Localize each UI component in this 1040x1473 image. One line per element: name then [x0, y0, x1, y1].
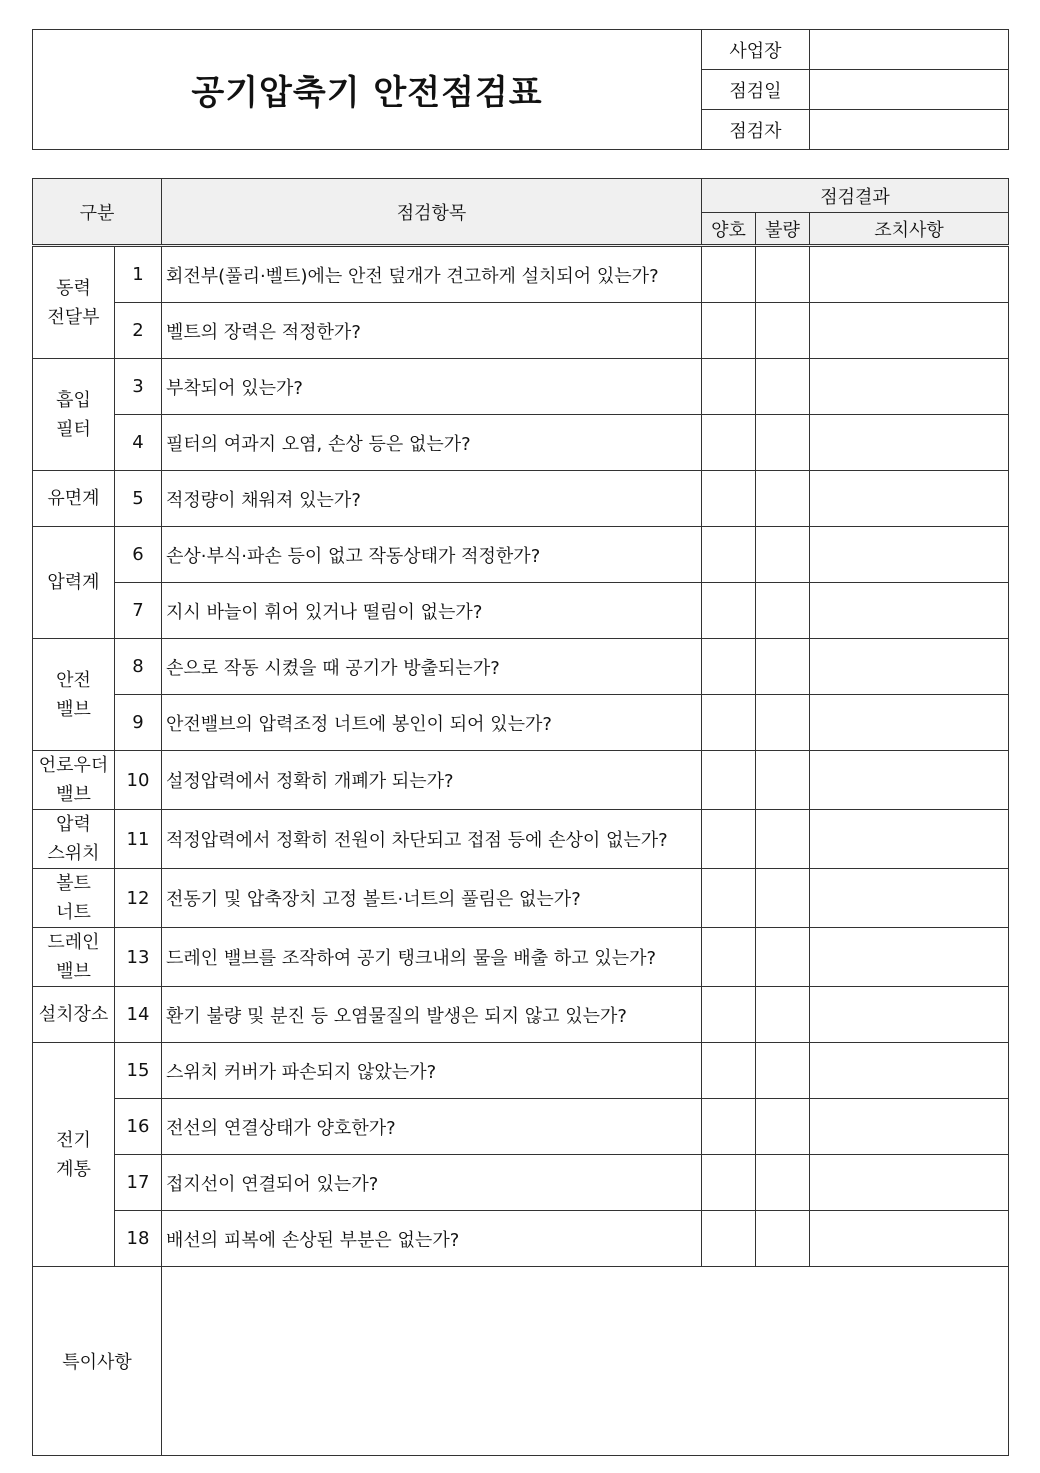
- category-cell: 언로우더 밸브: [33, 751, 115, 810]
- good-check[interactable]: [702, 751, 756, 810]
- action-field[interactable]: [810, 869, 1009, 928]
- table-row: [33, 639, 1009, 695]
- item-number: 9: [115, 695, 162, 751]
- item-text: 접지선이 연결되어 있는가?: [162, 1155, 702, 1211]
- action-field[interactable]: [810, 695, 1009, 751]
- item-number: 10: [115, 751, 162, 810]
- item-text: 안전밸브의 압력조정 너트에 봉인이 되어 있는가?: [162, 695, 702, 751]
- item-number: 3: [115, 359, 162, 415]
- bad-check[interactable]: [756, 1043, 810, 1099]
- good-check[interactable]: [702, 1043, 756, 1099]
- header-bad: 불량: [756, 213, 810, 246]
- item-number: 1: [115, 246, 162, 303]
- item-text: 손상·부식·파손 등이 없고 작동상태가 적정한가?: [162, 527, 702, 583]
- good-check[interactable]: [702, 1155, 756, 1211]
- inspector-field[interactable]: [810, 110, 1009, 150]
- table-row: [33, 1211, 1009, 1267]
- table-row: [33, 527, 1009, 583]
- item-text: 설정압력에서 정확히 개폐가 되는가?: [162, 751, 702, 810]
- category-cell: 압력 스위치: [33, 810, 115, 869]
- good-check[interactable]: [702, 527, 756, 583]
- item-number: 17: [115, 1155, 162, 1211]
- page-title: 공기압축기 안전점검표: [33, 30, 702, 150]
- checklist-body: [33, 246, 1009, 1267]
- action-field[interactable]: [810, 415, 1009, 471]
- item-text: 부착되어 있는가?: [162, 359, 702, 415]
- bad-check[interactable]: [756, 471, 810, 527]
- good-check[interactable]: [702, 639, 756, 695]
- label-workplace: 사업장: [702, 30, 810, 70]
- bad-check[interactable]: [756, 695, 810, 751]
- remarks-field[interactable]: [162, 1267, 1009, 1456]
- category-cell: 설치장소: [33, 987, 115, 1043]
- good-check[interactable]: [702, 303, 756, 359]
- bad-check[interactable]: [756, 987, 810, 1043]
- good-check[interactable]: [702, 928, 756, 987]
- action-field[interactable]: [810, 1211, 1009, 1267]
- inspection-date-field[interactable]: [810, 70, 1009, 110]
- item-text: 지시 바늘이 휘어 있거나 떨림이 없는가?: [162, 583, 702, 639]
- bad-check[interactable]: [756, 751, 810, 810]
- item-text: 환기 불량 및 분진 등 오염물질의 발생은 되지 않고 있는가?: [162, 987, 702, 1043]
- category-cell: 볼트 너트: [33, 869, 115, 928]
- good-check[interactable]: [702, 359, 756, 415]
- item-number: 12: [115, 869, 162, 928]
- item-number: 4: [115, 415, 162, 471]
- good-check[interactable]: [702, 583, 756, 639]
- table-row: [33, 1043, 1009, 1099]
- header-item: 점검항목: [162, 179, 702, 246]
- item-text: 드레인 밸브를 조작하여 공기 탱크내의 물을 배출 하고 있는가?: [162, 928, 702, 987]
- item-number: 14: [115, 987, 162, 1043]
- action-field[interactable]: [810, 359, 1009, 415]
- item-number: 18: [115, 1211, 162, 1267]
- item-number: 6: [115, 527, 162, 583]
- action-field[interactable]: [810, 303, 1009, 359]
- action-field[interactable]: [810, 1043, 1009, 1099]
- category-cell: 안전 밸브: [33, 639, 115, 751]
- bad-check[interactable]: [756, 639, 810, 695]
- table-row: [33, 415, 1009, 471]
- bad-check[interactable]: [756, 869, 810, 928]
- checklist-table: [32, 178, 1009, 1456]
- table-row: [33, 1155, 1009, 1211]
- table-row: [33, 303, 1009, 359]
- header-category: 구분: [33, 179, 162, 246]
- label-inspection-date: 점검일: [702, 70, 810, 110]
- good-check[interactable]: [702, 1211, 756, 1267]
- action-field[interactable]: [810, 751, 1009, 810]
- bad-check[interactable]: [756, 246, 810, 303]
- table-row: [33, 246, 1009, 303]
- header-table: [32, 29, 1009, 150]
- good-check[interactable]: [702, 869, 756, 928]
- item-number: 13: [115, 928, 162, 987]
- bad-check[interactable]: [756, 1099, 810, 1155]
- bad-check[interactable]: [756, 527, 810, 583]
- bad-check[interactable]: [756, 810, 810, 869]
- action-field[interactable]: [810, 583, 1009, 639]
- item-number: 8: [115, 639, 162, 695]
- category-cell: 유면계: [33, 471, 115, 527]
- table-row: [33, 987, 1009, 1043]
- good-check[interactable]: [702, 695, 756, 751]
- action-field[interactable]: [810, 1155, 1009, 1211]
- category-cell: 흡입 필터: [33, 359, 115, 471]
- action-field[interactable]: [810, 810, 1009, 869]
- action-field[interactable]: [810, 527, 1009, 583]
- category-cell: 전기 계통: [33, 1043, 115, 1267]
- action-field[interactable]: [810, 987, 1009, 1043]
- item-text: 전동기 및 압축장치 고정 볼트·너트의 풀림은 없는가?: [162, 869, 702, 928]
- bad-check[interactable]: [756, 583, 810, 639]
- table-row: [33, 810, 1009, 869]
- table-row: [33, 751, 1009, 810]
- good-check[interactable]: [702, 1099, 756, 1155]
- table-row: [33, 1099, 1009, 1155]
- item-number: 7: [115, 583, 162, 639]
- item-number: 5: [115, 471, 162, 527]
- item-text: 필터의 여과지 오염, 손상 등은 없는가?: [162, 415, 702, 471]
- category-cell: 압력계: [33, 527, 115, 639]
- good-check[interactable]: [702, 810, 756, 869]
- action-field[interactable]: [810, 471, 1009, 527]
- item-text: 전선의 연결상태가 양호한가?: [162, 1099, 702, 1155]
- header-result: 점검결과: [702, 179, 1009, 213]
- table-row: [33, 928, 1009, 987]
- item-text: 벨트의 장력은 적정한가?: [162, 303, 702, 359]
- good-check[interactable]: [702, 471, 756, 527]
- header-action: 조치사항: [810, 213, 1009, 246]
- good-check[interactable]: [702, 246, 756, 303]
- action-field[interactable]: [810, 639, 1009, 695]
- good-check[interactable]: [702, 415, 756, 471]
- action-field[interactable]: [810, 928, 1009, 987]
- bad-check[interactable]: [756, 1155, 810, 1211]
- item-text: 스위치 커버가 파손되지 않았는가?: [162, 1043, 702, 1099]
- table-row: [33, 583, 1009, 639]
- category-cell: 동력 전달부: [33, 246, 115, 359]
- item-text: 손으로 작동 시켰을 때 공기가 방출되는가?: [162, 639, 702, 695]
- bad-check[interactable]: [756, 1211, 810, 1267]
- item-number: 16: [115, 1099, 162, 1155]
- item-number: 15: [115, 1043, 162, 1099]
- action-field[interactable]: [810, 1099, 1009, 1155]
- item-text: 적정량이 채워져 있는가?: [162, 471, 702, 527]
- label-inspector: 점검자: [702, 110, 810, 150]
- good-check[interactable]: [702, 987, 756, 1043]
- table-row: [33, 869, 1009, 928]
- workplace-field[interactable]: [810, 30, 1009, 70]
- action-field[interactable]: [810, 246, 1009, 303]
- category-cell: 드레인 밸브: [33, 928, 115, 987]
- bad-check[interactable]: [756, 303, 810, 359]
- table-row: [33, 359, 1009, 415]
- header-good: 양호: [702, 213, 756, 246]
- item-number: 11: [115, 810, 162, 869]
- bad-check[interactable]: [756, 415, 810, 471]
- item-number: 2: [115, 303, 162, 359]
- item-text: 회전부(풀리·벨트)에는 안전 덮개가 견고하게 설치되어 있는가?: [162, 246, 702, 303]
- table-row: [33, 695, 1009, 751]
- item-text: 배선의 피복에 손상된 부분은 없는가?: [162, 1211, 702, 1267]
- table-row: [33, 471, 1009, 527]
- remarks-label: 특이사항: [33, 1267, 162, 1456]
- bad-check[interactable]: [756, 928, 810, 987]
- bad-check[interactable]: [756, 359, 810, 415]
- item-text: 적정압력에서 정확히 전원이 차단되고 접점 등에 손상이 없는가?: [162, 810, 702, 869]
